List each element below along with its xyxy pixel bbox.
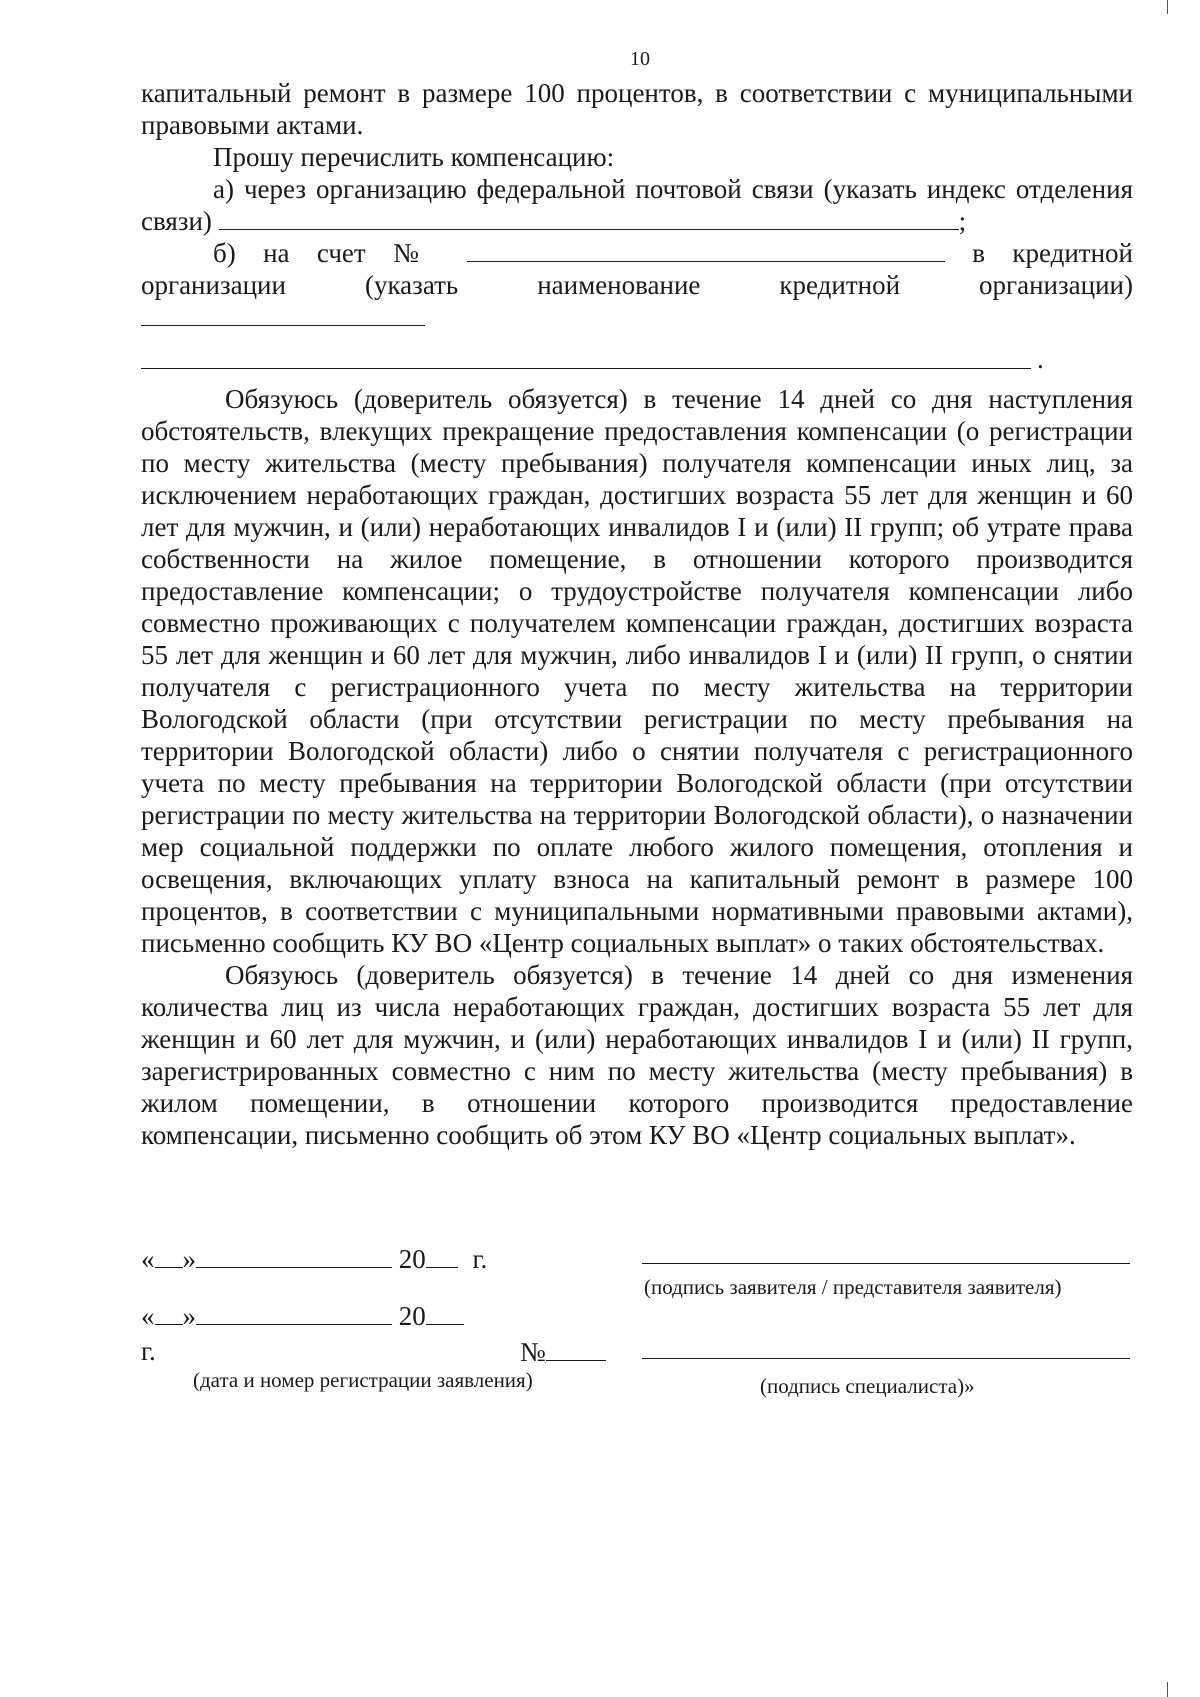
date2-year: 20	[398, 1301, 426, 1331]
date1-year: 20	[398, 1244, 426, 1274]
document-body	[141, 77, 1133, 1151]
registration-number-label: №	[520, 1337, 546, 1367]
bank-account-label: б) на счет №	[213, 238, 440, 268]
paragraph-obligation-household-change: Обязуюсь (доверитель обязуется) в течение 14 дней со дня изменения количества лиц из числа неработающих граждан, достигших возраста 55 лет для женщин и 60 лет для мужчин, и (или) неработающих инвалидов I и (или) II групп, зарегистрированных совместно с ним по месту жительства (месту пребывания) в жилом помещении, в отношении которого производится предоставление компенсации, письменно сообщить об этом КУ ВО «Центр социальных выплат».	[141, 960, 1133, 1150]
bank-name-field[interactable]	[141, 301, 425, 326]
registration-number-field[interactable]	[546, 1336, 606, 1361]
postal-index-field[interactable]	[219, 205, 959, 230]
date1-month-field[interactable]	[196, 1243, 392, 1268]
bank-account-field[interactable]	[467, 237, 945, 262]
postal-option-text: а) через организацию федеральной почтовой связи (указать индекс отделения связи)	[141, 174, 1133, 236]
registration-caption: (дата и номер регистрации заявления)	[193, 1368, 533, 1392]
specialist-signature-caption: (подпись специалиста)»	[760, 1374, 975, 1398]
date2-day-field[interactable]	[155, 1300, 183, 1325]
date1-year-field[interactable]	[426, 1243, 458, 1268]
bank-option-end: .	[1037, 344, 1044, 374]
date1-suffix: г.	[472, 1244, 488, 1274]
postal-option-end: ;	[958, 206, 967, 236]
date2-suffix: г.	[141, 1336, 156, 1366]
applicant-signature-caption: (подпись заявителя / представителя заявителя)	[644, 1275, 1062, 1299]
bank-name-field-continued[interactable]	[141, 344, 1031, 369]
date2-month-field[interactable]	[196, 1300, 392, 1325]
date1-day-field[interactable]	[155, 1243, 183, 1268]
registration-number	[520, 1336, 606, 1368]
paragraph-obligation-circumstances: Обязуюсь (доверитель обязуется) в течение 14 дней со дня наступления обстоятельств, влекущих прекращение предоставления компенсации (о регистрации по месту жительства (месту пребывания) получателя компенсации иных лиц, за исключением неработающих граждан, достигших возраста 55 лет для женщин и 60 лет для мужчин, и (или) неработающих инвалидов I и (или) II групп; об утрате права собственности на жилое помещение, в отношении которого производится предоставление компенсации; о трудоустройстве получателя компенсации либо совместно проживающих с получателем компенсации граждан, достигших возраста 55 лет для женщин и 60 лет для мужчин, либо инвалидов I и (или) II групп, о снятии получателя с регистрационного учета по месту жительства на территории Вологодской области (при отсутствии регистрации по месту пребывания на территории Вологодской области) либо о снятии получателя с регистрационного учета по месту пребывания на территории Вологодской области (при отсутствии регистрации по месту жительства на территории Вологодской области), о назначении мер социальной поддержки по оплате любого жилого помещения, отопления и освещения, включающих уплату взноса на капитальный ремонт в размере 100 процентов, в соответствии с муниципальными нормативными правовыми актами), письменно сообщить КУ ВО «Центр социальных выплат» о таких обстоятельствах.	[141, 384, 1133, 958]
scan-edge-mark	[1167, 1682, 1168, 1697]
paragraph-postal-option	[141, 173, 1133, 237]
scan-edge-mark	[1167, 0, 1168, 14]
specialist-signature-line[interactable]	[642, 1358, 1130, 1359]
date2-year-field[interactable]	[426, 1300, 464, 1325]
date-line-1: « » 20 г.	[141, 1244, 488, 1274]
bank-option-text: в кредитной организации (указать наименование кредитной организации)	[141, 238, 1133, 300]
date-line-2: « » 20	[141, 1300, 464, 1332]
paragraph-continuation: капитальный ремонт в размере 100 процентов, в соответствии с муниципальными правовыми актами.	[141, 78, 1133, 140]
paragraph-bank-option	[141, 237, 1133, 333]
page-number: 10	[630, 48, 650, 70]
paragraph-compensation-request: Прошу перечислить компенсацию:	[213, 142, 615, 172]
bank-name-continuation	[141, 333, 1133, 375]
applicant-signature-line[interactable]	[642, 1263, 1130, 1264]
